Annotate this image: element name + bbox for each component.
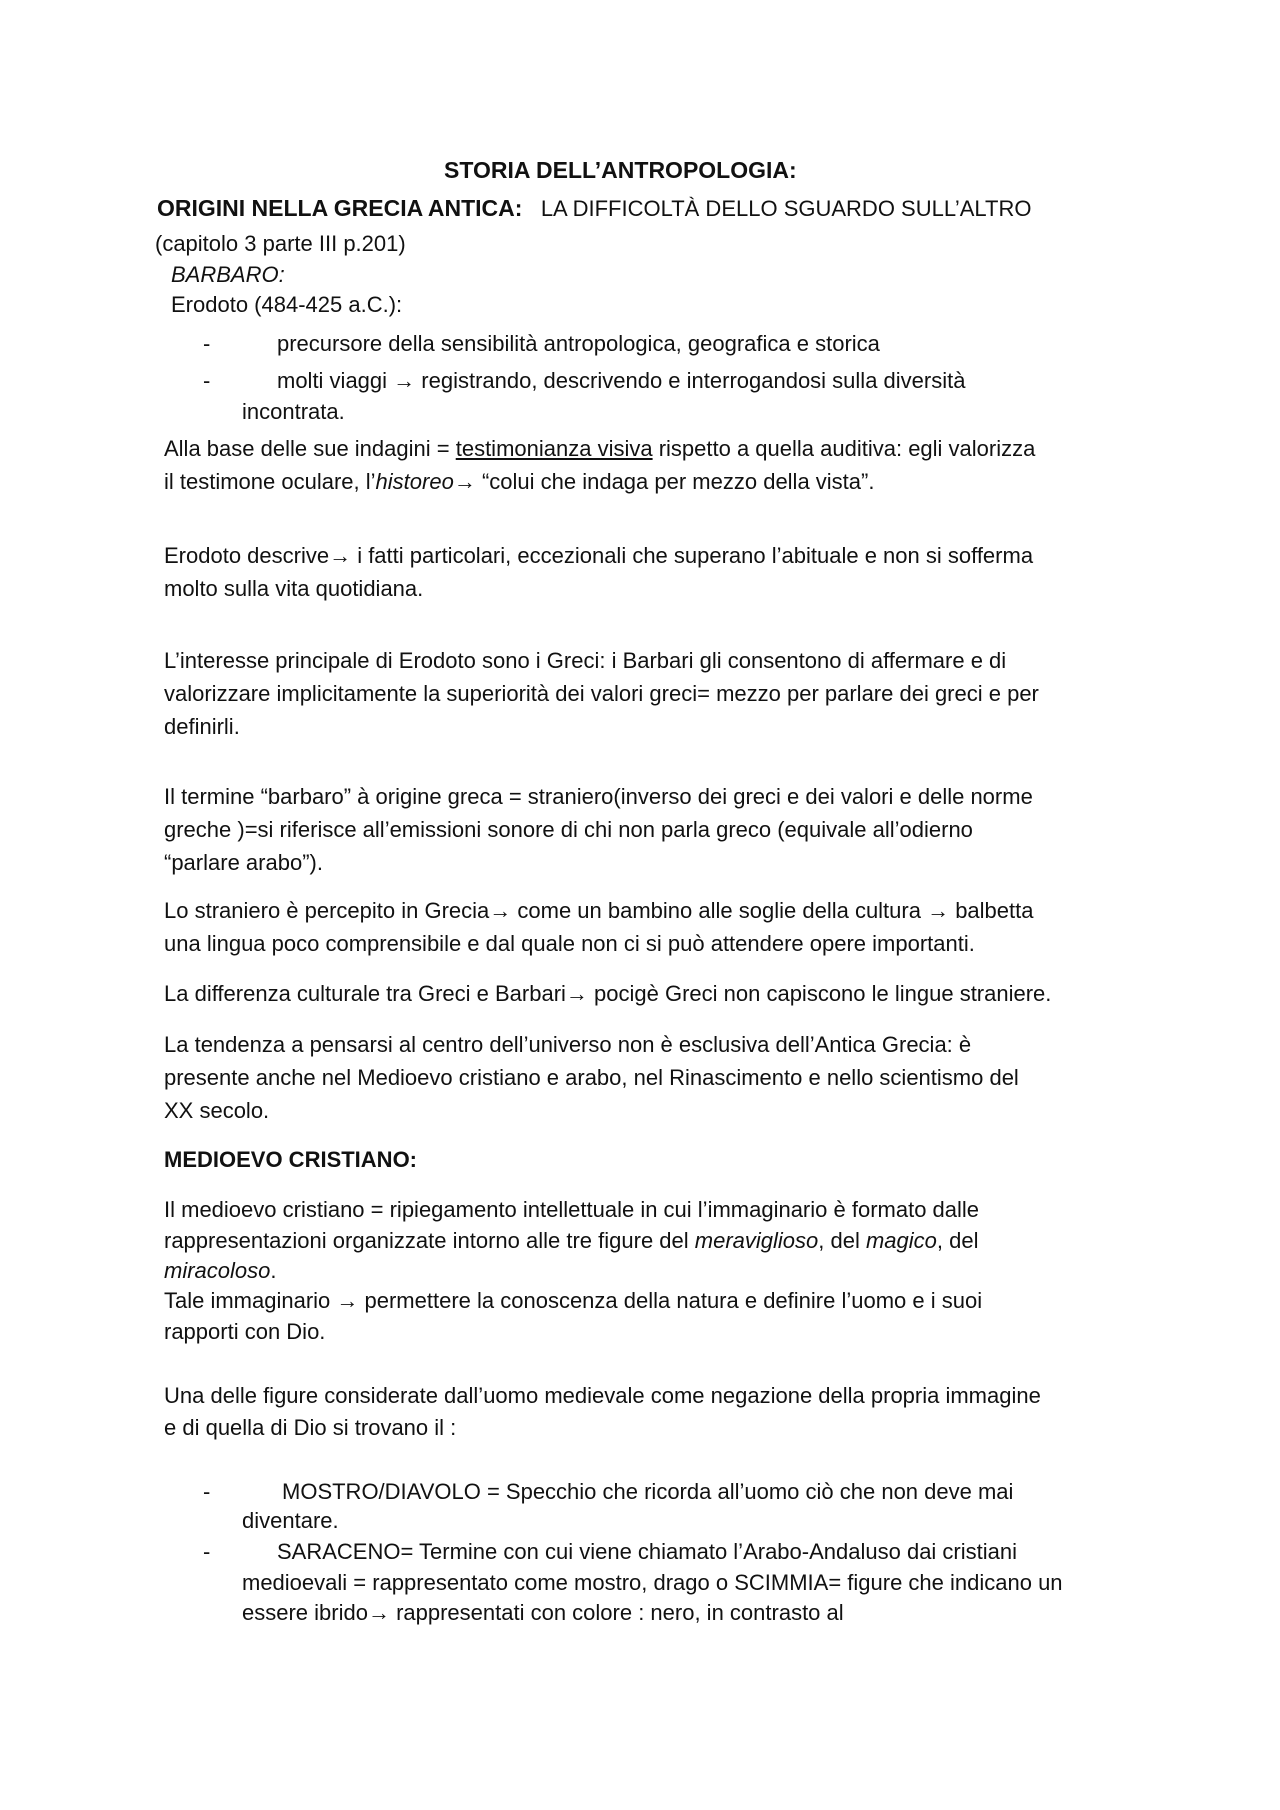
bullet-marker: - xyxy=(203,1539,211,1564)
paragraph-line: greche )=si riferisce all’emissioni sonore di chi non parla greco (equivale all’odierno xyxy=(164,817,973,842)
paragraph-line: una lingua poco comprensibile e dal quale non ci si può attendere opere importanti. xyxy=(164,931,975,956)
text-run: → “colui che indaga per mezzo della vista”. xyxy=(453,469,875,494)
paragraph-line: valorizzare implicitamente la superiorità dei valori greci= mezzo per parlare dei greci e per xyxy=(164,681,1039,706)
paragraph-line: Lo straniero è percepito in Grecia→ come un bambino alle soglie della cultura → balbetta xyxy=(164,898,1034,923)
list-item: molti viaggi → registrando, descrivendo e interrogandosi sulla diversità xyxy=(277,368,966,393)
section-heading-text: ORIGINI NELLA GRECIA ANTICA: xyxy=(157,195,523,221)
list-item-continuation: essere ibrido→ rappresentati con colore : nero, in contrasto al xyxy=(242,1600,844,1625)
list-item-continuation: medioevali = rappresentato come mostro, drago o SCIMMIA= figure che indicano un xyxy=(242,1570,1063,1595)
paragraph-line: “parlare arabo”). xyxy=(164,850,323,875)
bullet-marker: - xyxy=(203,331,211,356)
paragraph-line xyxy=(164,1226,978,1256)
author-line: Erodoto (484-425 a.C.): xyxy=(171,292,403,317)
paragraph-line: XX secolo. xyxy=(164,1098,270,1123)
underlined-text: testimonianza visiva xyxy=(455,436,653,461)
list-item: precursore della sensibilità antropologica, geografica e storica xyxy=(277,331,880,356)
list-item: SARACENO= Termine con cui viene chiamato l’Arabo-Andaluso dai cristiani xyxy=(277,1539,1017,1564)
label-barbaro: BARBARO: xyxy=(171,262,285,287)
text-run: rispetto a quella auditiva: egli valorizza xyxy=(652,436,1036,461)
paragraph-line: Tale immaginario → permettere la conoscenza della natura e definire l’uomo e i suoi xyxy=(164,1288,983,1313)
text-run: il testimone oculare, l’ xyxy=(164,469,376,494)
paragraph-line: La tendenza a pensarsi al centro dell’universo non è esclusiva dell’Antica Grecia: è xyxy=(164,1032,972,1057)
text-run: . xyxy=(270,1258,277,1283)
paragraph-line: definirli. xyxy=(164,714,240,739)
paragraph-line: Una delle figure considerate dall’uomo medievale come negazione della propria immagine xyxy=(164,1383,1041,1408)
italic-text: magico xyxy=(865,1228,937,1253)
text-run: rappresentazioni organizzate intorno alle tre figure del xyxy=(164,1228,695,1253)
italic-text: meraviglioso xyxy=(694,1228,819,1253)
section-heading-greece xyxy=(157,193,1031,224)
paragraph-line: rapporti con Dio. xyxy=(164,1319,326,1344)
paragraph-line: Erodoto descrive→ i fatti particolari, eccezionali che superano l’abituale e non si sofferma xyxy=(164,543,1034,568)
text-run: , del xyxy=(936,1228,979,1253)
paragraph-line: Il medioevo cristiano = ripiegamento intellettuale in cui l’immaginario è formato dalle xyxy=(164,1197,980,1222)
paragraph-line: presente anche nel Medioevo cristiano e arabo, nel Rinascimento e nello scientismo del xyxy=(164,1065,1019,1090)
paragraph-line: e di quella di Dio si trovano il : xyxy=(164,1415,457,1440)
paragraph-line: La differenza culturale tra Greci e Barbari→ pocigè Greci non capiscono le lingue straniere. xyxy=(164,981,1052,1006)
paragraph-line: molto sulla vita quotidiana. xyxy=(164,576,424,601)
paragraph-line xyxy=(164,467,874,497)
bullet-marker: - xyxy=(203,1479,211,1504)
page-title: STORIA DELL’ANTROPOLOGIA: xyxy=(444,157,797,183)
paragraph-line xyxy=(164,1256,277,1286)
italic-text: historeo xyxy=(375,469,454,494)
list-item-continuation: incontrata. xyxy=(242,399,345,424)
paragraph-line xyxy=(164,434,1035,464)
paragraph-line: Il termine “barbaro” à origine greca = straniero(inverso dei greci e dei valori e delle norme xyxy=(164,784,1033,809)
section-heading-medieval: MEDIOEVO CRISTIANO: xyxy=(164,1147,418,1172)
bullet-marker: - xyxy=(203,368,211,393)
text-run: Alla base delle sue indagini = xyxy=(164,436,456,461)
italic-text: miracoloso xyxy=(164,1258,271,1283)
section-subheading: LA DIFFICOLTÀ DELLO SGUARDO SULL’ALTRO xyxy=(540,196,1032,221)
list-item-continuation: diventare. xyxy=(242,1508,339,1533)
text-run: , del xyxy=(818,1228,866,1253)
chapter-reference: (capitolo 3 parte III p.201) xyxy=(155,231,406,256)
paragraph-line: L’interesse principale di Erodoto sono i Greci: i Barbari gli consentono di affermare e di xyxy=(164,648,1007,673)
list-item: MOSTRO/DIAVOLO = Specchio che ricorda all’uomo ciò che non deve mai xyxy=(282,1479,1014,1504)
